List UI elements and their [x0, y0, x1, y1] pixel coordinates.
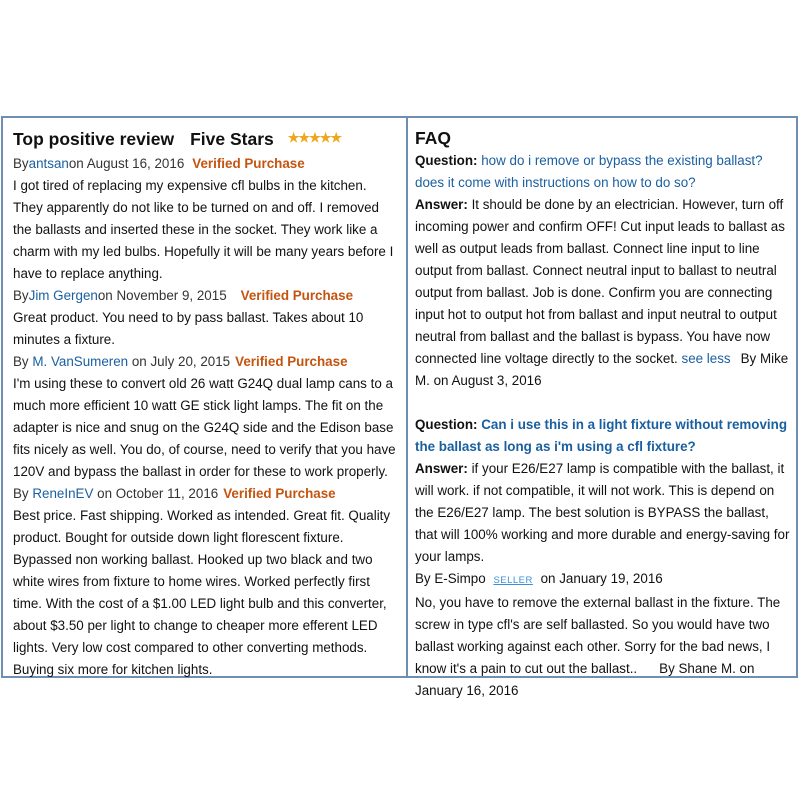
- answer-label: Answer:: [415, 197, 468, 212]
- verified-badge: Verified Purchase: [192, 156, 305, 171]
- review-date: on July 20, 2015: [128, 354, 231, 369]
- question-label: Question:: [415, 153, 478, 168]
- review-item: [13, 483, 397, 681]
- answer-label: Answer:: [415, 461, 468, 476]
- review-date: on November 9, 2015: [97, 288, 227, 303]
- by-label: By: [13, 288, 29, 303]
- content-frame: [1, 116, 798, 698]
- faq-answer: [415, 194, 791, 392]
- seller-badge: SELLER: [493, 575, 533, 586]
- review-date: on August 16, 2016: [68, 156, 185, 171]
- faq-answer-2: [415, 592, 791, 702]
- question-link[interactable]: how do i remove or bypass the existing ballast? does it come with instructions on how to do so?: [415, 153, 763, 190]
- review-item: [13, 153, 397, 285]
- faq-question: [415, 414, 791, 458]
- review-meta: [13, 153, 397, 175]
- review-meta: [13, 483, 397, 505]
- answer-text: No, you have to remove the external ballast in the fixture. The screw in type cfl's are self ballasted. So you would have two ballast working against each other. Sorry for the bad news, I know it's a pain to cut out the ballast..: [415, 595, 781, 676]
- review-column: [13, 126, 397, 681]
- author-link[interactable]: Jim Gergen: [28, 288, 98, 303]
- review-item: [13, 285, 397, 351]
- review-meta: [13, 351, 397, 373]
- answer-text: It should be done by an electrician. However, turn off incoming power and confirm OFF! Cut input leads to ballast as well as output leads from ballast. Connect line input to line output from ballast. Connect neutral input to ballast to neutral output from ballast. Job is done. Confirm you are connecting input hot to output hot from ballast and input neutral to output neutral from ballast and the ballast is bypass. You have now connected line voltage directly to the socket.: [415, 197, 785, 366]
- review-text: Best price. Fast shipping. Worked as intended. Great fit. Quality product. Bought for outside down light florescent fixture. Bypassed non working ballast. Hooked up two black and two white wires from fixture to home wires. Worked perfectly first time. With the cost of a $1.00 LED light bulb and this converter, about $3.50 per light to change to cheaper more efferent LED lights. Very low cost compared to other converting methods. Buying six more for kitchen lights.: [13, 508, 391, 677]
- faq-item: [415, 414, 791, 702]
- answer-byline: [415, 568, 791, 592]
- review-item: [13, 351, 397, 483]
- verified-badge: Verified Purchase: [223, 486, 336, 501]
- review-text: I got tired of replacing my expensive cfl bulbs in the kitchen. They apparently do not like to be turned on and off. I removed the ballasts and inserted these in the socket. They work like a charm with my led bulbs. Hopefully it will be many years before I have to replace anything.: [13, 178, 394, 281]
- verified-badge: Verified Purchase: [240, 288, 354, 303]
- star-rating-icon: ★★★★★: [287, 130, 342, 145]
- faq-column: [415, 126, 791, 702]
- author-link[interactable]: M. VanSumeren: [32, 354, 129, 369]
- review-text: Great product. You need to by pass ballast. Takes about 10 minutes a fixture.: [13, 310, 364, 347]
- see-less-link[interactable]: see less: [681, 351, 731, 366]
- review-header: Top positive review: [13, 129, 175, 149]
- spacer: [415, 392, 791, 414]
- author-link[interactable]: antsan: [28, 156, 69, 171]
- answer-byline: By Shane M. on January 16, 2016: [415, 661, 755, 698]
- question-link[interactable]: Can i use this in a light fixture without removing the ballast as long as i'm using a cfl fixture?: [415, 417, 788, 454]
- review-headline: Five Stars: [190, 129, 274, 149]
- review-text: I'm using these to convert old 26 watt G24Q dual lamp cans to a much more efficient 10 watt GE stick light lamps. The fit on the adapter is nice and snug on the G24Q side and the Edison base fits nicely as well. You do, of course, need to verify that you have 120V and bypass the ballast in order for these to work properly.: [13, 376, 396, 479]
- answer-byline: By Mike M. on August 3, 2016: [415, 351, 789, 388]
- faq-question: [415, 150, 791, 194]
- by-label: By: [13, 354, 33, 369]
- author-link[interactable]: ReneInEV: [32, 486, 94, 501]
- byline-date: on January 19, 2016: [540, 571, 663, 586]
- review-header-row: [13, 126, 397, 151]
- faq-answer: [415, 458, 791, 568]
- by-label: By: [13, 156, 29, 171]
- question-label: Question:: [415, 417, 478, 432]
- faq-title: FAQ: [415, 128, 451, 148]
- review-date: on October 11, 2016: [93, 486, 219, 501]
- review-meta: [13, 285, 397, 307]
- answer-text: if your E26/E27 lamp is compatible with the ballast, it will work. if not compatible, it will not work. This is depend on the E26/E27 lamp. The best solution is BYPASS the ballast, that will 100% working and more durable and energy-saving for your lamps.: [415, 461, 790, 564]
- column-divider: [406, 118, 408, 676]
- verified-badge: Verified Purchase: [235, 354, 348, 369]
- by-label: By: [13, 486, 33, 501]
- byline-author: By E-Simpo: [415, 571, 486, 586]
- faq-item: [415, 150, 791, 392]
